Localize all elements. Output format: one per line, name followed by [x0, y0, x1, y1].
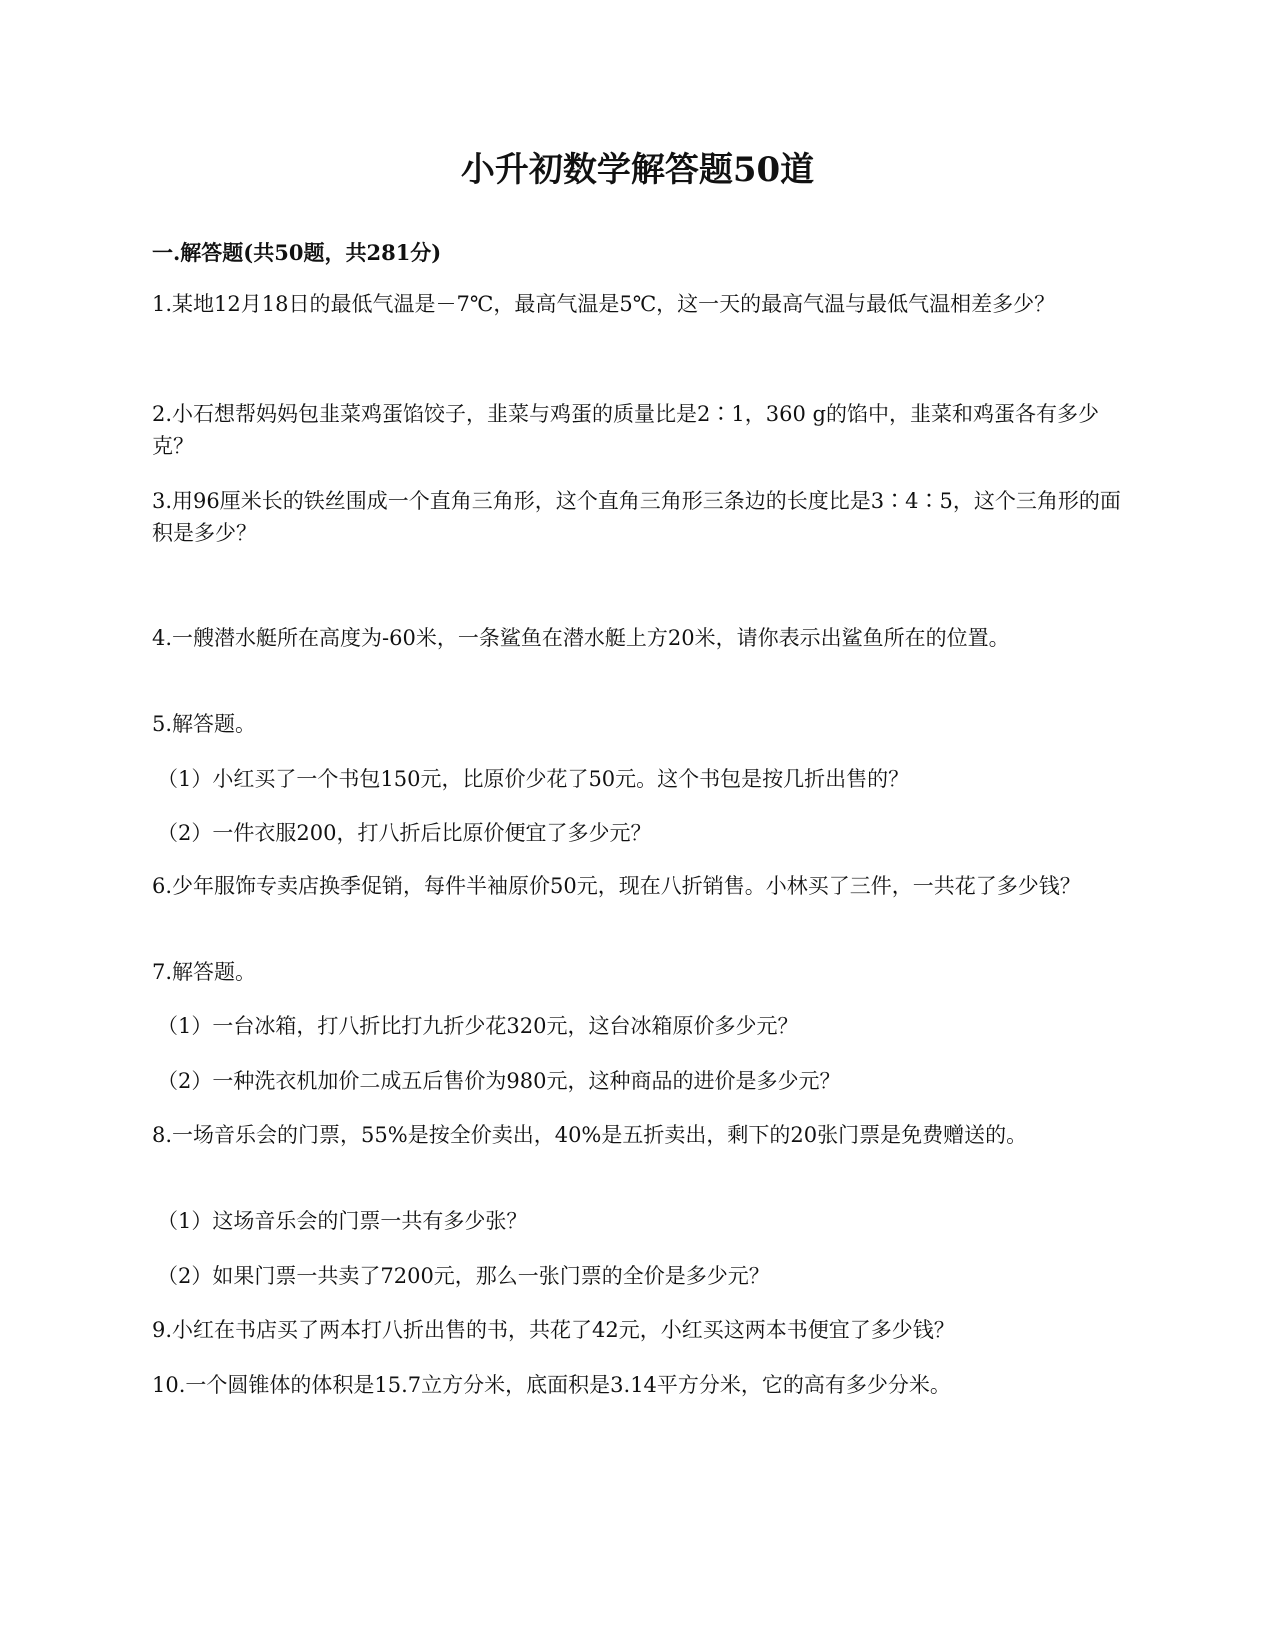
question-3: 3.用96厘米长的铁丝围成一个直角三角形，这个直角三角形三条边的长度比是3∶4∶5，这个三角形的面积是多少？: [152, 489, 1121, 545]
question-4: 4.一艘潜水艇所在高度为-60米，一条鲨鱼在潜水艇上方20米，请你表示出鲨鱼所在的位置。: [152, 626, 1010, 650]
question-5-sub-2: （2）一件衣服200，打八折后比原价便宜了多少元？: [157, 821, 652, 845]
question-10: 10.一个圆锥体的体积是15.7立方分米，底面积是3.14平方分米，它的高有多少分米。: [152, 1373, 951, 1397]
question-5-sub-1: （1）小红买了一个书包150元，比原价少花了50元。这个书包是按几折出售的？: [157, 767, 910, 791]
question-8-sub-1: （1）这场音乐会的门票一共有多少张？: [157, 1209, 528, 1233]
question-2: 2.小石想帮妈妈包韭菜鸡蛋馅饺子，韭菜与鸡蛋的质量比是2∶1，360 g的馅中，韭菜和鸡蛋各有多少克？: [152, 402, 1099, 458]
section-heading: 一.解答题(共50题，共281分): [152, 240, 442, 265]
question-9: 9.小红在书店买了两本打八折出售的书，共花了42元，小红买这两本书便宜了多少钱？: [152, 1318, 955, 1342]
question-7: 7.解答题。: [152, 960, 257, 984]
question-8: 8.一场音乐会的门票，55%是按全价卖出，40%是五折卖出，剩下的20张门票是免费赠送的。: [152, 1123, 1028, 1147]
question-6: 6.少年服饰专卖店换季促销，每件半袖原价50元，现在八折销售。小林买了三件，一共花了多少钱？: [152, 874, 1081, 898]
question-7-sub-1: （1）一台冰箱，打八折比打九折少花320元，这台冰箱原价多少元？: [157, 1014, 799, 1038]
question-8-sub-2: （2）如果门票一共卖了7200元，那么一张门票的全价是多少元？: [157, 1264, 770, 1288]
question-5: 5.解答题。: [152, 712, 257, 736]
document-title: 小升初数学解答题50道: [460, 150, 815, 190]
question-7-sub-2: （2）一种洗衣机加价二成五后售价为980元，这种商品的进价是多少元？: [157, 1069, 841, 1093]
question-1: 1.某地12月18日的最低气温是－7℃，最高气温是5℃，这一天的最高气温与最低气温相差多少？: [152, 292, 1056, 316]
